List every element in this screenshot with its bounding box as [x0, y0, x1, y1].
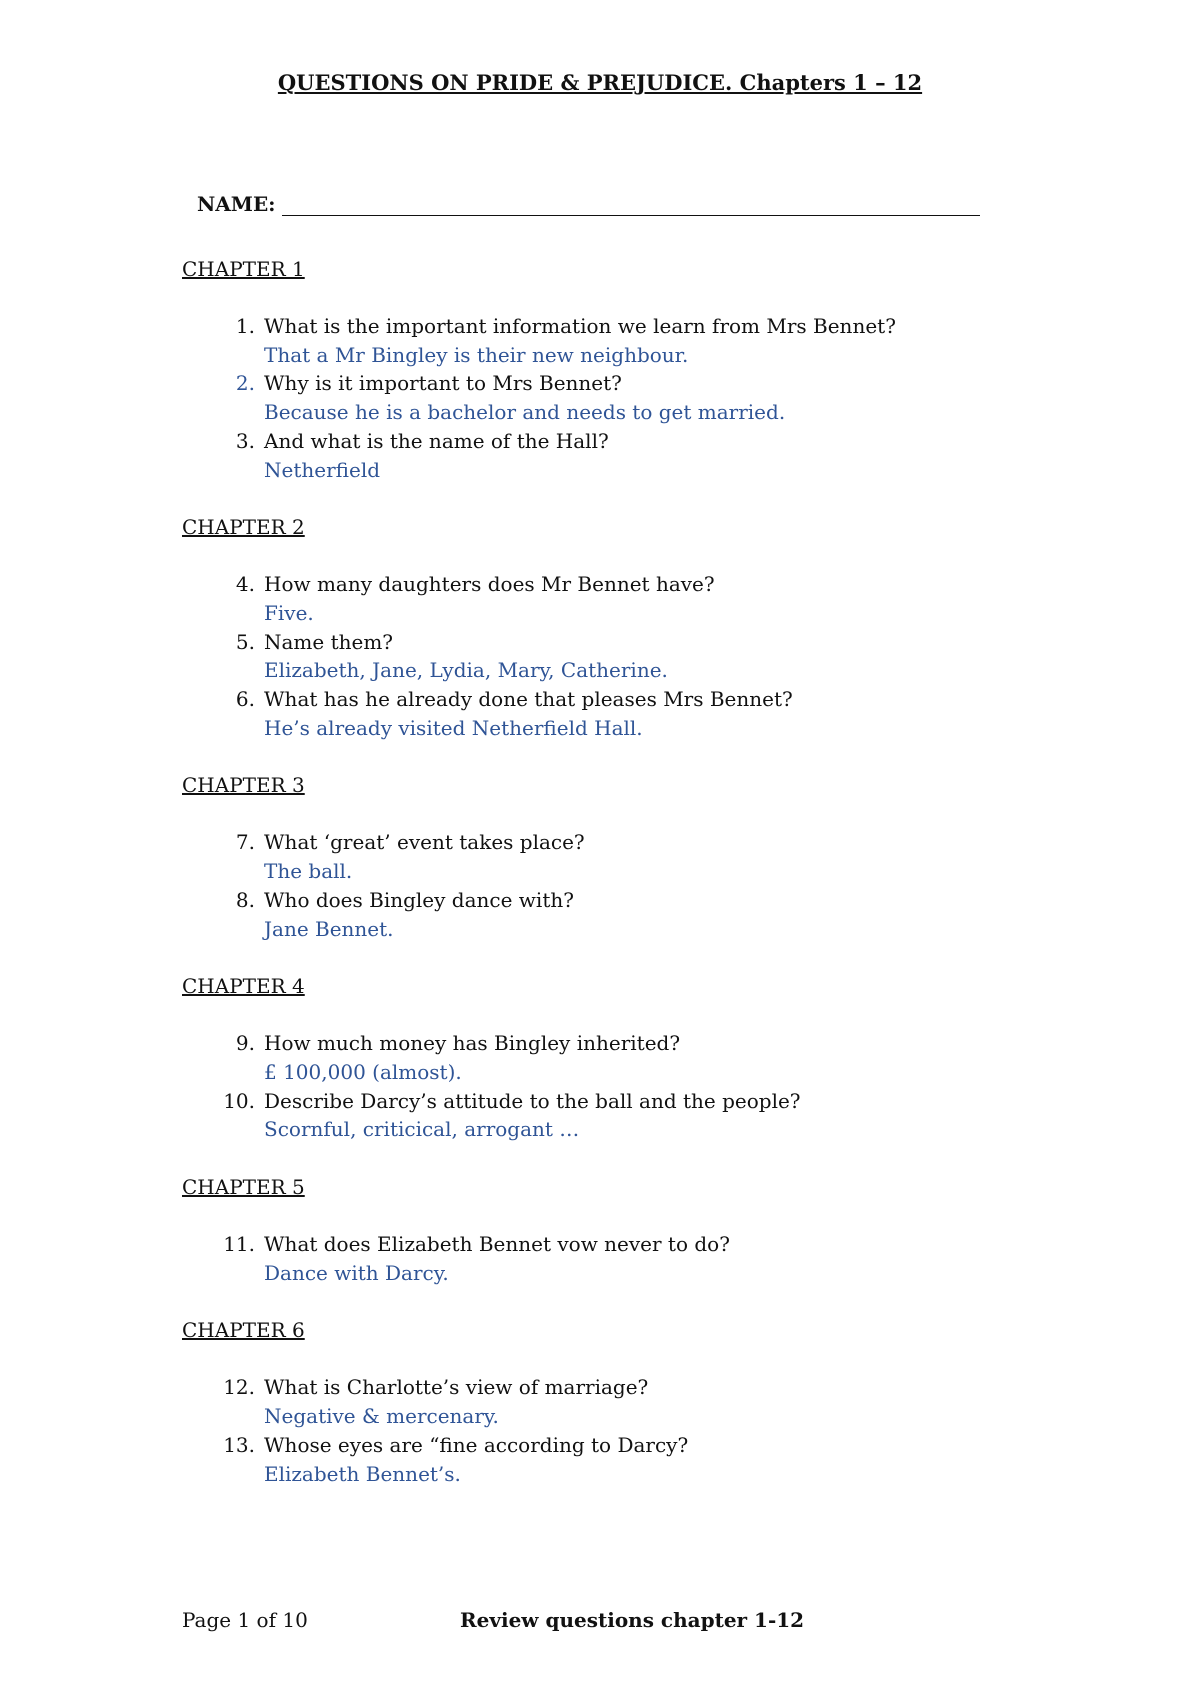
question-text: What ‘great’ event takes place?	[264, 830, 585, 855]
question-number: 6.	[235, 687, 255, 712]
question-item	[182, 685, 1082, 742]
question-body	[255, 685, 793, 742]
page-number: Page 1 of 10	[182, 1608, 308, 1632]
questions-content	[182, 255, 1082, 1517]
question-body	[255, 1373, 648, 1430]
question-body	[255, 1087, 801, 1144]
answer-text: Because he is a bachelor and needs to get married.	[264, 400, 786, 425]
question-item	[182, 570, 1082, 627]
chapter-heading: CHAPTER 1	[182, 257, 305, 281]
question-number: 13.	[223, 1432, 255, 1457]
question-text: What is Charlotte’s view of marriage?	[264, 1375, 649, 1400]
chapter-heading: CHAPTER 6	[182, 1318, 305, 1343]
answer-text: The ball.	[264, 859, 353, 884]
answer-text: Elizabeth, Jane, Lydia, Mary, Catherine.	[264, 658, 668, 683]
question-text: How much money has Bingley inherited?	[264, 1031, 681, 1056]
question-number: 11.	[223, 1232, 255, 1257]
chapter-heading: CHAPTER 2	[182, 515, 305, 540]
answer-text: Negative & mercenary.	[264, 1404, 499, 1429]
question-body	[255, 1230, 730, 1287]
question-text: Whose eyes are “fine according to Darcy?	[264, 1432, 689, 1457]
question-text: And what is the name of the Hall?	[264, 428, 609, 453]
question-list	[182, 1029, 1082, 1144]
question-text: How many daughters does Mr Bennet have?	[264, 572, 715, 597]
question-text: Describe Darcy’s attitude to the ball and the people?	[264, 1088, 801, 1113]
answer-text: Jane Bennet.	[264, 916, 394, 941]
answer-text: That a Mr Bingley is their new neighbour.	[264, 342, 689, 367]
question-text: What has he already done that pleases Mrs Bennet?	[264, 687, 793, 712]
question-body	[255, 1029, 680, 1086]
question-item	[182, 1230, 1082, 1287]
question-number: 2.	[235, 371, 255, 396]
question-number: 4.	[235, 572, 255, 597]
question-item	[182, 628, 1082, 685]
question-item	[182, 828, 1082, 885]
question-item	[182, 886, 1082, 943]
answer-text: Dance with Darcy.	[264, 1260, 449, 1285]
question-number: 5.	[235, 629, 255, 654]
question-number: 1.	[235, 314, 255, 338]
question-list	[182, 828, 1082, 943]
question-list	[182, 570, 1082, 742]
name-blank-line	[282, 197, 980, 216]
question-list	[182, 1373, 1082, 1488]
question-body	[255, 312, 896, 369]
name-label: NAME:	[197, 192, 276, 216]
question-item	[182, 427, 1082, 484]
question-list	[182, 312, 1082, 484]
question-text: Name them?	[264, 629, 394, 654]
question-body	[255, 570, 715, 627]
answer-text: He’s already visited Netherfield Hall.	[264, 715, 643, 740]
question-item	[182, 312, 1082, 369]
question-body	[255, 369, 785, 426]
question-body	[255, 886, 574, 943]
footer-title: Review questions chapter 1-12	[460, 1608, 805, 1632]
answer-text: £ 100,000 (almost).	[264, 1059, 462, 1084]
question-text: Who does Bingley dance with?	[264, 887, 574, 912]
question-item	[182, 1373, 1082, 1430]
question-item	[182, 1087, 1082, 1144]
question-number: 7.	[235, 830, 255, 855]
question-body	[255, 628, 668, 685]
answer-text: Scornful, criticical, arrogant …	[264, 1117, 580, 1142]
answer-text: Netherfield	[264, 457, 381, 482]
answer-text: Elizabeth Bennet’s.	[264, 1461, 461, 1486]
question-text: Why is it important to Mrs Bennet?	[264, 371, 622, 396]
question-item	[182, 369, 1082, 426]
question-item	[182, 1029, 1082, 1086]
question-number: 3.	[235, 428, 255, 453]
question-item	[182, 1431, 1082, 1488]
document-title: QUESTIONS ON PRIDE & PREJUDICE. Chapters 1 – 12	[277, 70, 923, 95]
chapter-heading: CHAPTER 3	[182, 773, 305, 798]
question-text: What does Elizabeth Bennet vow never to do?	[264, 1232, 730, 1257]
question-number: 8.	[235, 887, 255, 912]
chapter-heading: CHAPTER 4	[182, 974, 305, 999]
question-text: What is the important information we learn from Mrs Bennet?	[264, 314, 896, 338]
name-field	[197, 192, 980, 216]
question-list	[182, 1230, 1082, 1287]
answer-text: Five.	[264, 600, 314, 625]
question-body	[255, 427, 609, 484]
question-body	[255, 828, 585, 885]
question-number: 10.	[223, 1088, 255, 1113]
question-body	[255, 1431, 688, 1488]
question-number: 9.	[235, 1031, 255, 1056]
question-number: 12.	[223, 1375, 255, 1400]
chapter-heading: CHAPTER 5	[182, 1175, 305, 1200]
